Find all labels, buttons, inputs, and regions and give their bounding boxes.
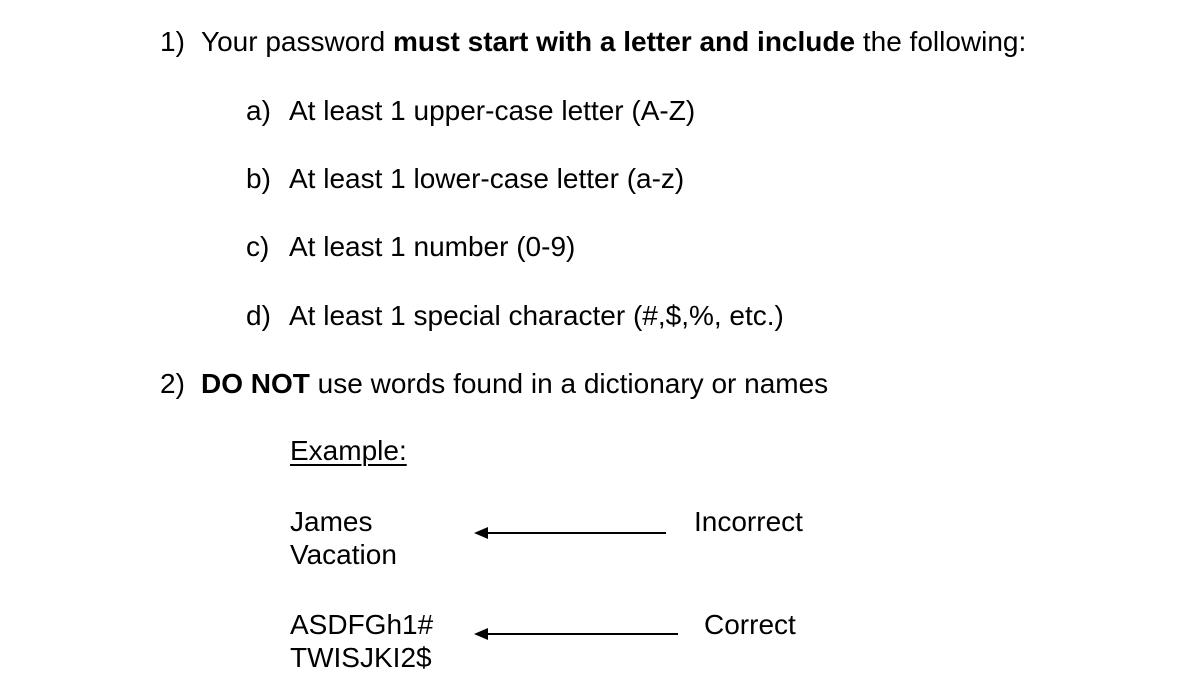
rule-1 (160, 28, 185, 56)
correct-word-2: TWISJKI2$ (290, 642, 432, 673)
rule-1-text-post: the following: (855, 26, 1027, 57)
subitem-d-letter: d) (246, 300, 271, 331)
incorrect-label: Incorrect (694, 506, 803, 537)
rule-1-number: 1) (160, 26, 185, 57)
subitem-d-text: At least 1 special character (#,$,%, etc.) (289, 300, 784, 331)
rule-2-text-post: use words found in a dictionary or names (309, 368, 829, 399)
rule-1-text-pre: Your password (201, 26, 393, 57)
rule-2-text-bold: DO NOT (201, 368, 310, 399)
rule-2-number: 2) (160, 368, 185, 399)
subitem-a-letter: a) (246, 95, 271, 126)
subitem-c-text: At least 1 number (0-9) (289, 231, 576, 262)
incorrect-arrow-icon (474, 525, 666, 541)
incorrect-word-2: Vacation (290, 539, 397, 570)
subitem-a-text: At least 1 upper-case letter (A-Z) (289, 95, 696, 126)
correct-word-1: ASDFGh1# (290, 609, 434, 640)
rule-2-text (201, 370, 828, 398)
incorrect-word-1: James (290, 506, 373, 537)
subitem-b-text: At least 1 lower-case letter (a-z) (289, 163, 685, 194)
subitem-b-letter: b) (246, 163, 271, 194)
correct-arrow-icon (474, 626, 678, 642)
rule-1-text (201, 28, 1026, 56)
rule-1-text-bold: must start with a letter and include (392, 26, 856, 57)
correct-label: Correct (704, 609, 796, 640)
example-heading: Example: (290, 435, 407, 466)
subitem-c-letter: c) (246, 231, 270, 262)
